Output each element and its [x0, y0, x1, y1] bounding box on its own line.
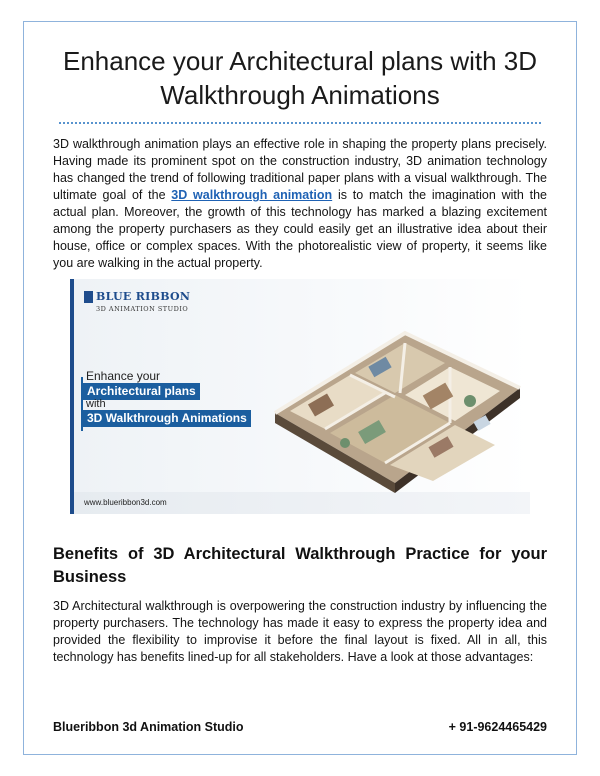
- banner-image: [70, 279, 530, 514]
- banner-line-1: Enhance your: [86, 369, 161, 383]
- intro-paragraph: [53, 136, 547, 272]
- intro-text-2: is to match the imagination with the actual plan. Moreover, the growth of this technology has marked a blazing excitement among the property purchasers as they could easily get an illustrative idea about their house, office or complex spaces. With the photorealistic view of property, it seems like you are walking in the actual property.: [53, 188, 547, 270]
- brand-name: BLUE RIBBON: [96, 290, 191, 303]
- footer-company: Blueribbon 3d Animation Studio: [53, 720, 244, 734]
- page-title: Enhance your Architectural plans with 3D Walkthrough Animations: [62, 46, 538, 110]
- footer-phone: + 91-9624465429: [448, 720, 547, 734]
- floor-plan-render-icon: [255, 293, 530, 493]
- banner-line-2: Architectural plans: [83, 383, 200, 400]
- banner-line-4: 3D Walkthrough Animations: [83, 410, 251, 427]
- banner-accent-bar: [70, 279, 74, 514]
- section-paragraph: 3D Architectural walkthrough is overpowering the construction industry by influencing the property purchasers. The technology has made it easy to express the property idea and provided the flexibility to improvise it before the final layout is fixed. All in all, this technology has benefits lined-up for all stakeholders. Have a look at those advantages:: [53, 599, 547, 664]
- logo-icon: [84, 291, 93, 303]
- brand-subtitle: 3D ANIMATION STUDIO: [96, 305, 189, 313]
- banner-url: www.blueribbon3d.com: [84, 498, 167, 507]
- dotted-divider: [58, 121, 542, 125]
- banner-line-3: with: [86, 398, 106, 410]
- walkthrough-animation-link[interactable]: 3D walkthrough animation: [171, 188, 333, 202]
- intro-text-1: 3D walkthrough animation plays an effective role in shaping the property plans precisely. Having made its prominent spot on the construction industry, 3D animation technology has changed the trend of following traditional paper plans with a visual walkthrough. The ultimate goal of the: [53, 137, 547, 202]
- section-heading: Benefits of 3D Architectural Walkthrough Practice for your Business: [53, 545, 547, 586]
